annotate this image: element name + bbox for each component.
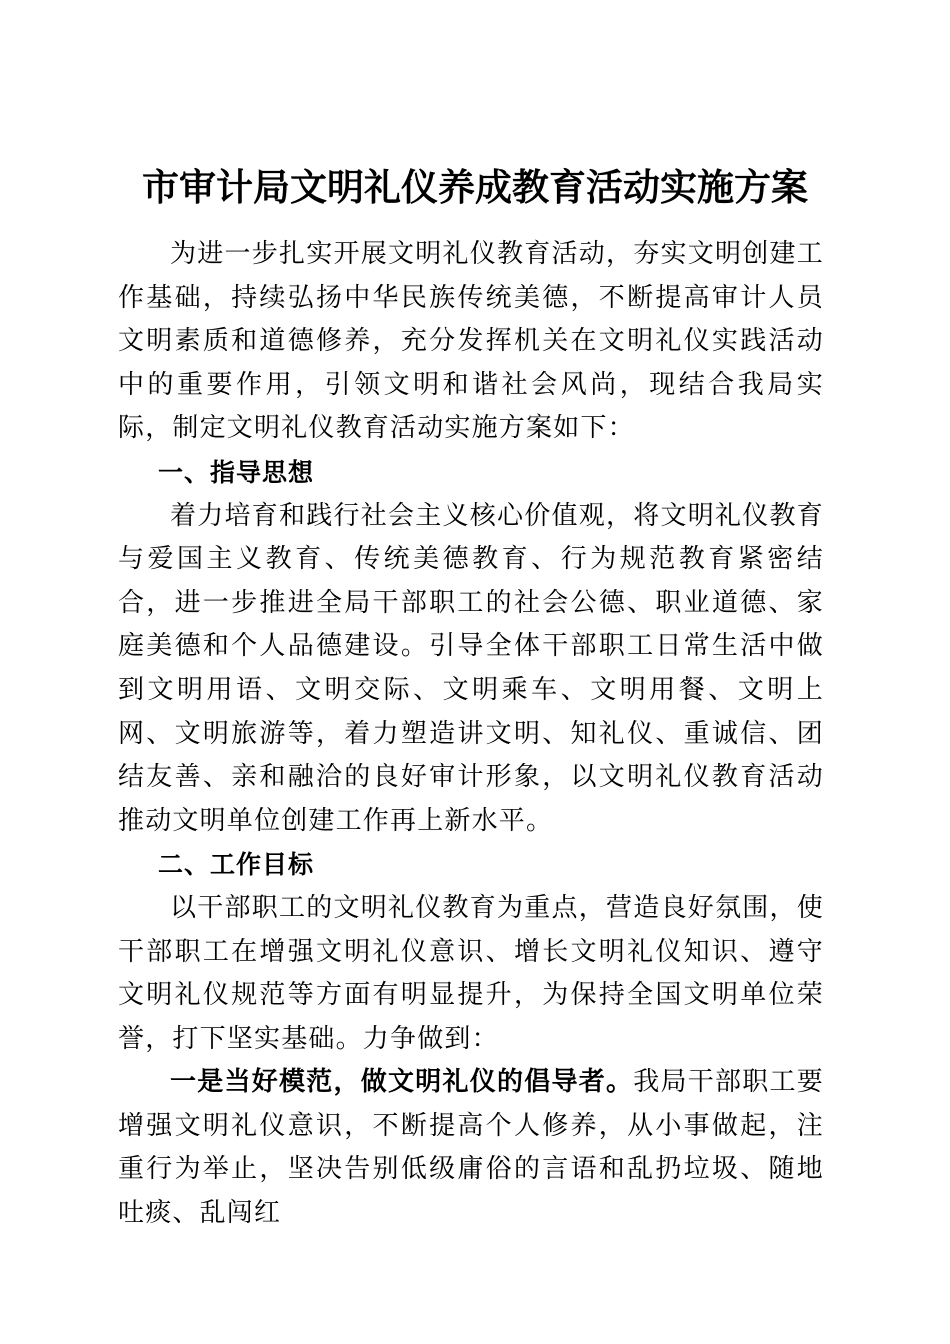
section-paragraph-guiding-thought: 着力培育和践行社会主义核心价值观，将文明礼仪教育与爱国主义教育、传统美德教育、行为规范教育紧密结合，进一步推进全局干部职工的社会公德、职业道德、家庭美德和个人品德建设。引导全体干部职工日常生活中做到文明用语、文明交际、文明乘车、文明用餐、文明上网、文明旅游等，着力塑造讲文明、知礼仪、重诚信、团结友善、亲和融洽的良好审计形象，以文明礼仪教育活动推动文明单位创建工作再上新水平。 <box>118 500 824 836</box>
document-title: 市审计局文明礼仪养成教育活动实施方案 <box>142 164 808 209</box>
document-body <box>118 233 824 1236</box>
point-paragraph-first <box>118 1061 824 1235</box>
section-heading-work-goals: 二、工作目标 <box>158 850 315 880</box>
point-lead-text: 一是当好模范，做文明礼仪的倡导者。 <box>170 1067 634 1098</box>
intro-paragraph: 为进一步扎实开展文明礼仪教育活动，夯实文明创建工作基础，持续弘扬中华民族传统美德，不断提高审计人员文明素质和道德修养，充分发挥机关在文明礼仪实践活动中的重要作用，引领文明和谐社会风尚，现结合我局实际，制定文明礼仪教育活动实施方案如下： <box>118 239 824 444</box>
section-paragraph-work-goals: 以干部职工的文明礼仪教育为重点，营造良好氛围，使干部职工在增强文明礼仪意识、增长文明礼仪知识、遵守文明礼仪规范等方面有明显提升，为保持全国文明单位荣誉，打下坚实基础。力争做到： <box>118 892 824 1054</box>
point-body-text: 我局干部职工要增强文明礼仪意识，不断提高个人修养，从小事做起，注重行为举止，坚决告别低级庸俗的言语和乱扔垃圾、随地吐痰、乱闯红 <box>118 1067 824 1229</box>
section-heading-guiding-thought: 一、指导思想 <box>158 457 315 487</box>
